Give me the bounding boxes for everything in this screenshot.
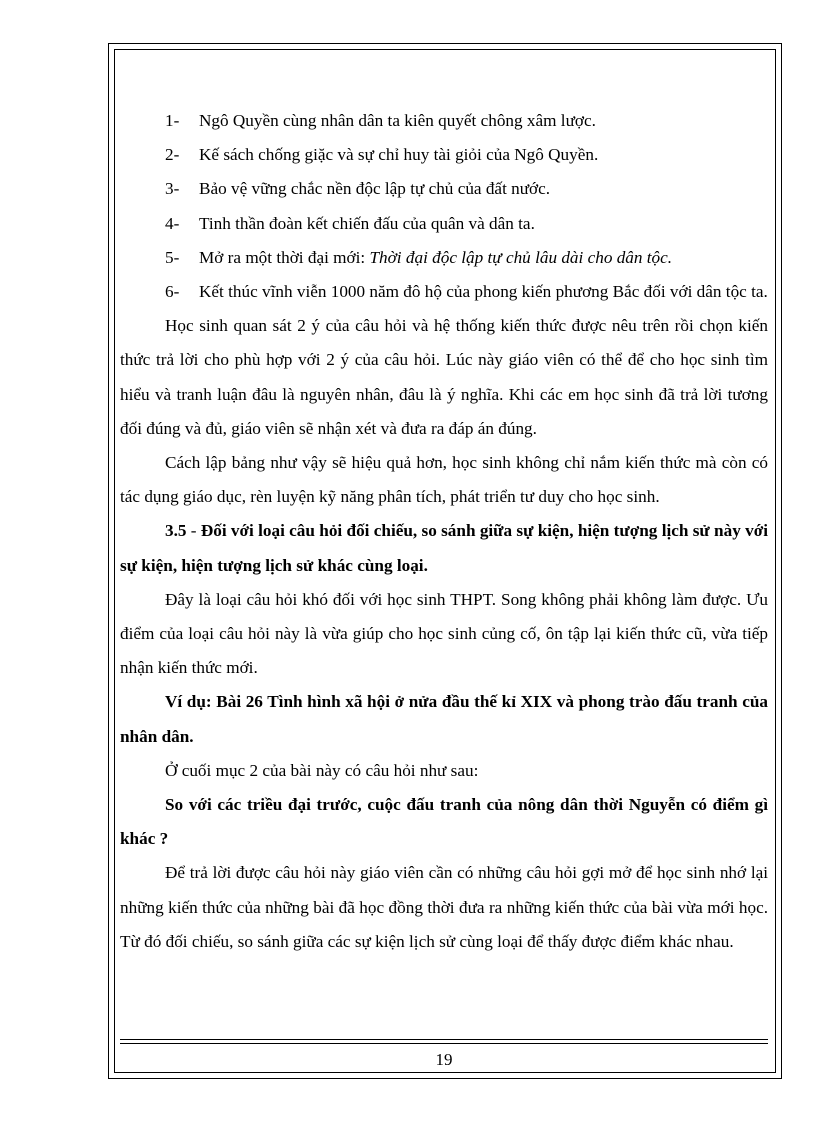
list-number: 6-	[165, 282, 180, 302]
section-dash: -	[186, 521, 201, 541]
list-text: Mở ra một thời đại mới:	[199, 247, 370, 267]
list-item-1	[120, 104, 768, 138]
section-title: Đối với loại câu hỏi đối chiếu, so sánh giữa sự kiện, hiện tượng lịch sử này với sự kiện, hiện tượng lịch sử khác cùng loại.	[120, 521, 769, 575]
paragraph-2: Cách lập bảng như vậy sẽ hiệu quả hơn, học sinh không chỉ nắm kiến thức mà còn có tác dụng giáo dục, rèn luyện kỹ năng phân tích, phát triển tư duy cho học sinh.	[120, 453, 768, 507]
list-item-3	[120, 172, 768, 206]
list-number: 1-	[165, 111, 180, 130]
list-number: 5-	[165, 247, 180, 267]
list-number: 4-	[165, 213, 180, 233]
list-item-2	[120, 138, 768, 172]
paragraph-5: Để trả lời được câu hỏi này giáo viên cần có những câu hỏi gợi mở để học sinh nhớ lại những kiến thức của những bài đã học đồng thời đưa ra những kiến thức của bài vừa mới học. Từ đó đối chiếu, so sánh giữa các sự kiện lịch sử cùng loại để thấy được điểm khác nhau.	[120, 863, 768, 951]
list-number: 3-	[165, 179, 180, 199]
page-body	[120, 104, 768, 959]
section-number: 3.5	[165, 521, 187, 541]
footer-rule-top	[120, 1039, 768, 1040]
paragraph-1: Học sinh quan sát 2 ý của câu hỏi và hệ thống kiến thức được nêu trên rồi chọn kiến thức trả lời cho phù hợp với 2 ý của câu hỏi. Lúc này giáo viên có thể để cho học sinh tìm hiểu và tranh luận đâu là nguyên nhân, đâu là ý nghĩa. Khi các em học sinh đã trả lời tương đối đúng và đủ, giáo viên sẽ nhận xét và đưa ra đáp án đúng.	[120, 316, 768, 438]
list-text: Kết thúc vĩnh viễn 1000 năm đô hộ của phong kiến phương Bắc đối với dân tộc ta.	[199, 282, 768, 302]
footer-rule-bottom	[120, 1043, 768, 1044]
list-item-5	[120, 241, 768, 275]
list-item-6	[120, 275, 768, 309]
list-text: Kế sách chống giặc và sự chỉ huy tài giỏi của Ngô Quyền.	[199, 145, 599, 165]
list-text: Bảo vệ vững chắc nền độc lập tự chủ của đất nước.	[199, 179, 551, 199]
page-number: 19	[435, 1050, 453, 1069]
list-text-wrapper	[193, 241, 768, 275]
list-text-italic: Thời đại độc lập tự chủ lâu dài cho dân tộc.	[369, 247, 673, 267]
section-heading	[120, 514, 768, 582]
example-text: Ví dụ: Bài 26 Tình hình xã hội ở nửa đầu thế kỉ XIX và phong trào đấu tranh của nhân dân.	[120, 692, 768, 746]
question-text: So với các triều đại trước, cuộc đấu tranh của nông dân thời Nguyễn có điểm gì khác ?	[120, 795, 768, 849]
list-number: 2-	[165, 145, 180, 165]
list-text: Ngô Quyền cùng nhân dân ta kiên quyết chông xâm lược.	[199, 111, 596, 130]
example-heading	[120, 685, 768, 753]
paragraph-4: Ở cuối mục 2 của bài này có câu hỏi như sau:	[165, 760, 479, 780]
list-item-4	[120, 207, 768, 241]
list-text: Tinh thần đoàn kết chiến đấu của quân và dân ta.	[199, 213, 535, 233]
question-heading	[120, 788, 768, 856]
paragraph-3: Đây là loại câu hỏi khó đối với học sinh THPT. Song không phải không làm được. Ưu điểm của loại câu hỏi này là vừa giúp cho học sinh củng cố, ôn tập lại kiến thức cũ, vừa tiếp nhận kiến thức mới.	[120, 589, 768, 678]
